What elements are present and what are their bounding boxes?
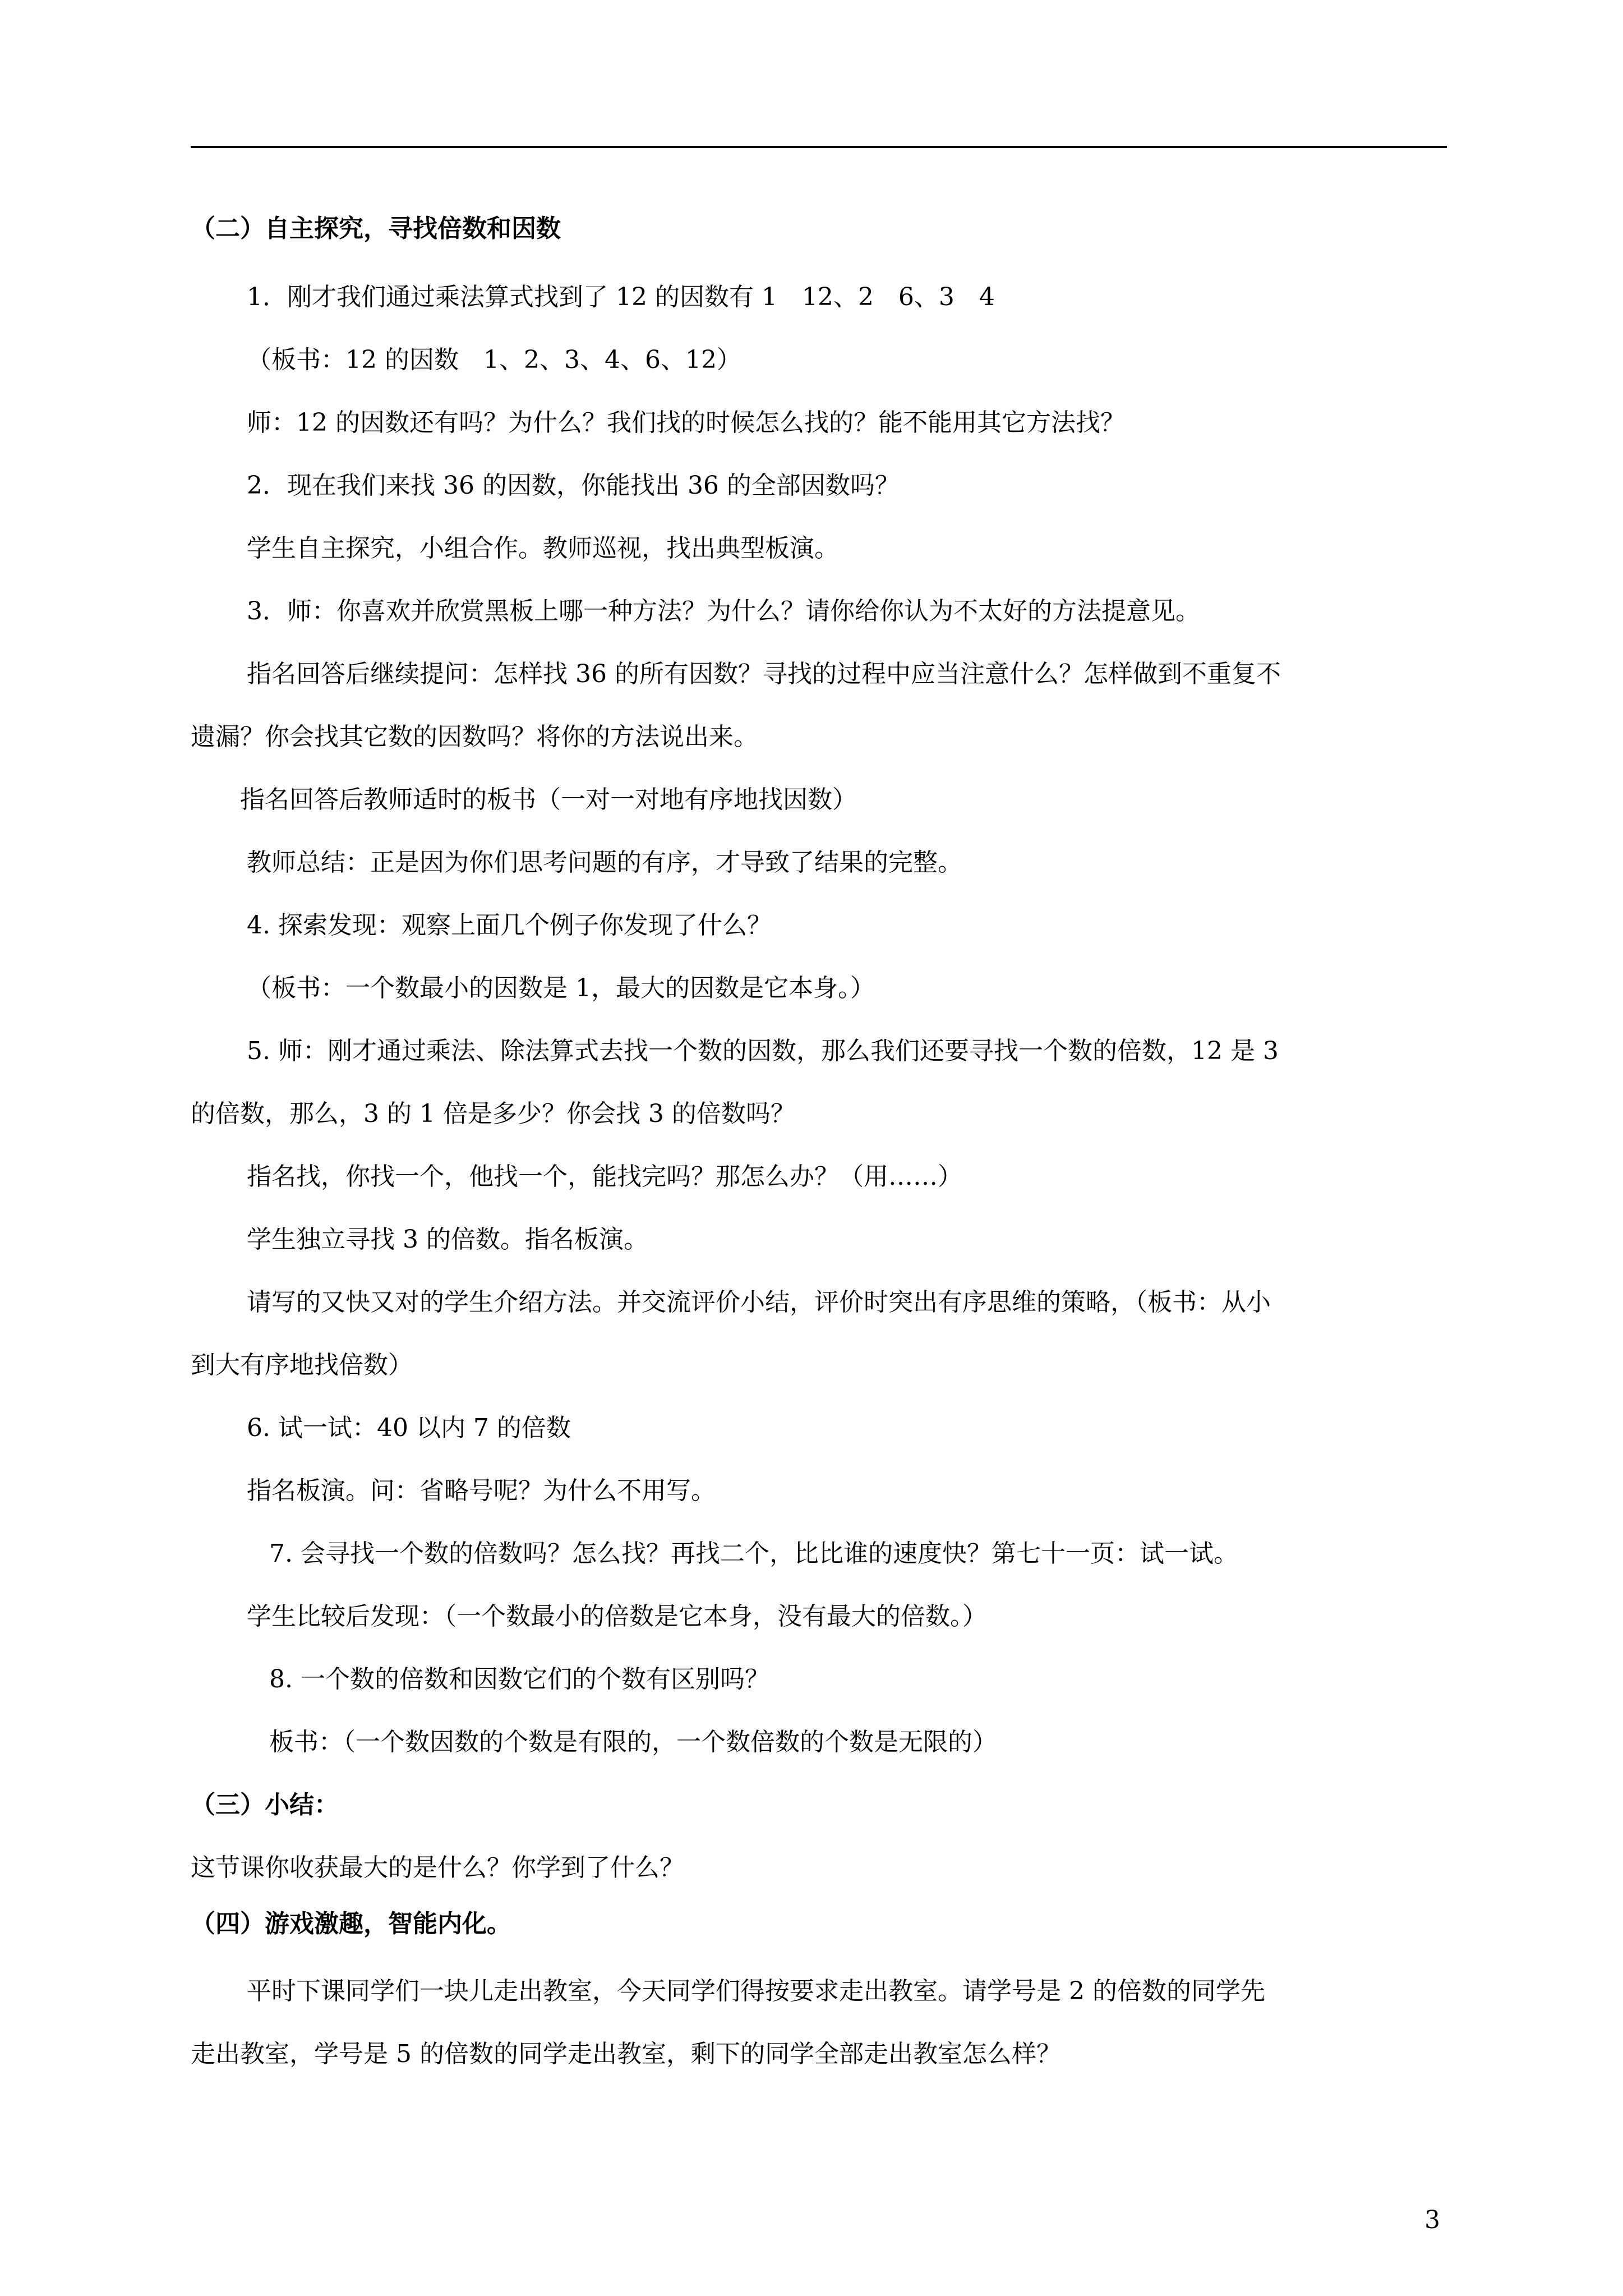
- section-heading-2: （二）自主探究，寻找倍数和因数: [191, 214, 561, 243]
- paragraph-continued: 的倍数，那么，3 的 1 倍是多少？你会找 3 的倍数吗？: [191, 1099, 795, 1128]
- header-rule: [191, 146, 1447, 148]
- paragraph-continued: 遗漏？你会找其它数的因数吗？将你的方法说出来。: [191, 723, 758, 751]
- paragraph: 7. 会寻找一个数的倍数吗？怎么找？再找二个，比比谁的速度快？第七十一页：试一试。: [269, 1539, 1238, 1568]
- paragraph: 指名板演。问：省略号呢？为什么不用写。: [247, 1476, 716, 1505]
- paragraph: 学生自主探究，小组合作。教师巡视，找出典型板演。: [247, 534, 839, 563]
- page-number: 3: [1424, 2206, 1440, 2234]
- section-heading-4: （四）游戏激趣，智能内化。: [191, 1910, 511, 1938]
- paragraph-continued: 走出教室，学号是 5 的倍数的同学走出教室，剩下的同学全部走出教室怎么样？: [191, 2040, 1061, 2068]
- paragraph: 指名回答后继续提问：怎样找 36 的所有因数？寻找的过程中应当注意什么？怎样做到不重复不: [247, 660, 1281, 688]
- paragraph: 2．现在我们来找 36 的因数，你能找出 36 的全部因数吗？: [247, 471, 900, 500]
- paragraph: 学生比较后发现：（一个数最小的倍数是它本身，没有最大的倍数。）: [247, 1602, 987, 1631]
- paragraph-continued: 到大有序地找倍数）: [191, 1351, 413, 1379]
- paragraph: 指名找，你找一个，他找一个，能找完吗？那怎么办？（用……）: [247, 1162, 962, 1191]
- paragraph: 教师总结：正是因为你们思考问题的有序，才导致了结果的完整。: [247, 848, 962, 877]
- paragraph: （板书：一个数最小的因数是 1，最大的因数是它本身。）: [247, 974, 875, 1002]
- paragraph: 板书：（一个数因数的个数是有限的，一个数倍数的个数是无限的）: [269, 1728, 997, 1756]
- paragraph: 6. 试一试：40 以内 7 的倍数: [247, 1414, 571, 1442]
- paragraph: 请写的又快又对的学生介绍方法。并交流评价小结，评价时突出有序思维的策略，（板书：从小: [247, 1288, 1271, 1317]
- paragraph: 师：12 的因数还有吗？为什么？我们找的时候怎么找的？能不能用其它方法找？: [247, 408, 1125, 437]
- paragraph: 1．刚才我们通过乘法算式找到了 12 的因数有 1 12、2 6、3 4: [247, 283, 995, 311]
- paragraph: 这节课你收获最大的是什么？你学到了什么？: [191, 1853, 684, 1882]
- paragraph: （板书：12 的因数 1、2、3、4、6、12）: [247, 346, 741, 374]
- paragraph: 4. 探索发现：观察上面几个例子你发现了什么？: [247, 911, 772, 940]
- paragraph: 3．师：你喜欢并欣赏黑板上哪一种方法？为什么？请你给你认为不太好的方法提意见。: [247, 597, 1200, 625]
- paragraph: 8. 一个数的倍数和因数它们的个数有区别吗？: [269, 1665, 769, 1694]
- paragraph: 平时下课同学们一块儿走出教室，今天同学们得按要求走出教室。请学号是 2 的倍数的同学先: [247, 1977, 1265, 2005]
- paragraph: 指名回答后教师适时的板书（一对一对地有序地找因数）: [240, 785, 857, 814]
- section-heading-3: （三）小结：: [191, 1791, 339, 1819]
- paragraph: 5. 师：刚才通过乘法、除法算式去找一个数的因数，那么我们还要寻找一个数的倍数，12 是 3: [247, 1037, 1279, 1065]
- paragraph: 学生独立寻找 3 的倍数。指名板演。: [247, 1225, 648, 1254]
